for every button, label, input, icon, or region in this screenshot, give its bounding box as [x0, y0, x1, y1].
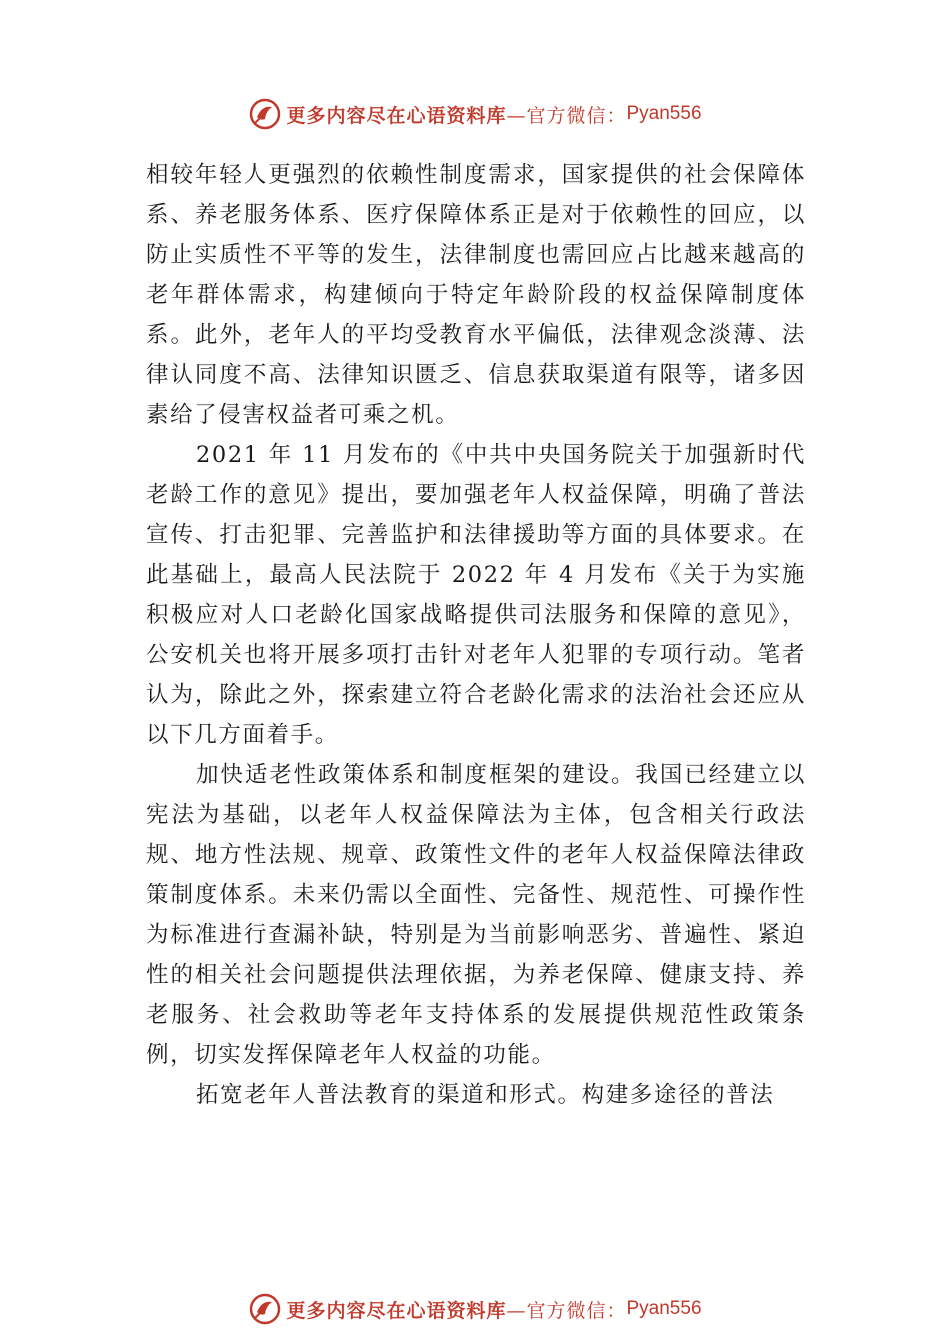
banner-wechat-id: Pyan556 [626, 103, 702, 124]
footer-banner [0, 1289, 950, 1329]
banner-title: 更多内容尽在心语资料库 [286, 1299, 507, 1322]
logo-icon [248, 97, 282, 131]
paragraph-1: 相较年轻人更强烈的依赖性制度需求，国家提供的社会保障体系、养老服务体系、医疗保障体系正是对于依赖性的回应，以防止实质性不平等的发生，法律制度也需回应占比越来越高的老年群体需求，构建倾向于特定年龄阶段的权益保障制度体系。此外，老年人的平均受教育水平偏低，法律观念淡薄、法律认同度不高、法律知识匮乏、信息获取渠道有限等，诸多因素给了侵害权益者可乘之机。 [146, 162, 806, 428]
banner-title: 更多内容尽在心语资料库 [286, 104, 507, 127]
banner-wechat-id: Pyan556 [626, 1298, 702, 1319]
document-body [146, 155, 806, 1115]
paragraph-3: 加快适老性政策体系和制度框架的建设。我国已经建立以宪法为基础，以老年人权益保障法为主体，包含相关行政法规、地方性法规、规章、政策性文件的老年人权益保障法律政策制度体系。未来仍需以全面性、完备性、规范性、可操作性为标准进行查漏补缺，特别是为当前影响恶劣、普遍性、紧迫性的相关社会问题提供法理依据，为养老保障、健康支持、养老服务、社会救助等老年支持体系的发展提供规范性政策条例，切实发挥保障老年人权益的功能。 [146, 762, 806, 1068]
banner-separator: —官方微信： [506, 104, 627, 127]
logo-icon [248, 1292, 282, 1326]
banner-separator: —官方微信： [506, 1299, 627, 1322]
paragraph-2: 2021 年 11 月发布的《中共中央国务院关于加强新时代老龄工作的意见》提出，要加强老年人权益保障，明确了普法宣传、打击犯罪、完善监护和法律援助等方面的具体要求。在此基础上，最高人民法院于 2022 年 4 月发布《关于为实施积极应对人口老龄化国家战略提供司法服务和保障的意见》，公安机关也将开展多项打击针对老年人犯罪的专项行动。笔者认为，除此之外，探索建立符合老龄化需求的法治社会还应从以下几方面着手。 [146, 442, 806, 748]
header-banner [0, 94, 950, 134]
paragraph-4: 拓宽老年人普法教育的渠道和形式。构建多途径的普法 [196, 1082, 775, 1108]
